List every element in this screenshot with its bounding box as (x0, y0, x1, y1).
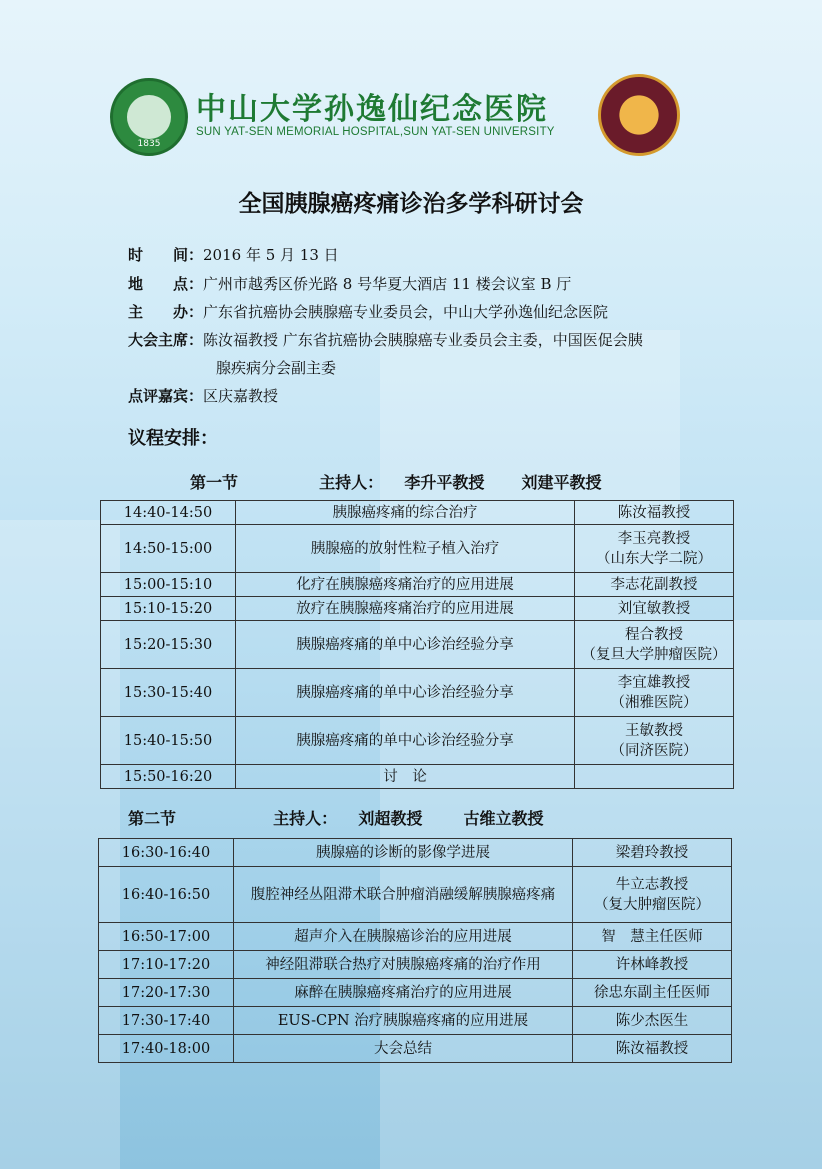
session-speaker-cell (573, 951, 732, 979)
hospital-name-cn: 中山大学孙逸仙纪念医院 (196, 92, 548, 127)
session-speaker-cell (575, 717, 734, 765)
table-row (99, 1035, 732, 1063)
session-speaker-cell (575, 669, 734, 717)
session-speaker-cell (573, 839, 732, 867)
table-row (101, 765, 734, 789)
session-time: 15:10-15:20 (101, 597, 236, 621)
info-guest (128, 385, 278, 407)
session-time: 16:30-16:40 (99, 839, 234, 867)
session-speaker: 陈汝福教授 (615, 1040, 689, 1057)
section2-host-label: 主持人： (273, 809, 338, 828)
chair-value-cont: 腺疾病分会副主委 (216, 359, 337, 377)
session-topic: 麻醉在胰腺癌疼痛治疗的应用进展 (234, 979, 573, 1007)
section2-table (98, 838, 732, 1063)
session-speaker: 智 慧主任医师 (601, 928, 703, 945)
hospital-name-en: SUN YAT-SEN MEMORIAL HOSPITAL,SUN YAT-SEN UNIVERSITY (196, 126, 555, 138)
session-topic: 超声介入在胰腺癌诊治的应用进展 (234, 923, 573, 951)
session-time: 15:20-15:30 (101, 621, 236, 669)
session-time: 17:30-17:40 (99, 1007, 234, 1035)
place-value: 广州市越秀区侨光路 8 号华夏大酒店 11 楼会议室 B 厅 (203, 275, 572, 293)
session-time: 14:50-15:00 (101, 525, 236, 573)
section1-host2: 刘建平教授 (521, 473, 602, 492)
speaker-institution: （山东大学二院） (596, 550, 712, 567)
session-speaker-cell (573, 1007, 732, 1035)
session-speaker-cell (575, 501, 734, 525)
session-topic: 放疗在胰腺癌疼痛治疗的应用进展 (236, 597, 575, 621)
session-speaker: 程合教授 (625, 626, 683, 643)
session-topic: 神经阻滞联合热疗对胰腺癌疼痛的治疗作用 (234, 951, 573, 979)
table-row (101, 573, 734, 597)
section2-label: 第二节 (128, 809, 177, 828)
info-place (128, 273, 571, 295)
session-speaker: 刘宜敏教授 (617, 600, 691, 617)
session-speaker: 牛立志教授 (615, 876, 689, 893)
table-row (99, 951, 732, 979)
session-time: 15:30-15:40 (101, 669, 236, 717)
table-row (99, 979, 732, 1007)
speaker-institution: （同济医院） (610, 742, 698, 759)
session-topic: 胰腺癌的诊断的影像学进展 (234, 839, 573, 867)
seal-year: 1835 (137, 139, 161, 149)
section1-host1: 李升平教授 (404, 473, 485, 492)
table-row (101, 717, 734, 765)
session-topic: 胰腺癌疼痛的单中心诊治经验分享 (236, 621, 575, 669)
session-time: 16:50-17:00 (99, 923, 234, 951)
speaker-institution: （湘雅医院） (610, 694, 698, 711)
session-topic: 大会总结 (234, 1035, 573, 1063)
session-speaker: 陈少杰医生 (615, 1012, 689, 1029)
session-speaker: 许林峰教授 (615, 956, 689, 973)
section1-table (100, 500, 734, 789)
section1-host-label: 主持人： (319, 473, 384, 492)
session-speaker: 梁碧玲教授 (615, 844, 689, 861)
session-speaker: 李志花副教授 (610, 576, 698, 593)
hospital-header (110, 78, 670, 158)
table-row (99, 1007, 732, 1035)
host-value: 广东省抗癌协会胰腺癌专业委员会，中山大学孙逸仙纪念医院 (203, 303, 609, 321)
session-speaker-cell (575, 573, 734, 597)
session-time: 15:00-15:10 (101, 573, 236, 597)
session-time: 15:40-15:50 (101, 717, 236, 765)
session-speaker-cell (573, 923, 732, 951)
hospital-seal-logo (110, 78, 188, 156)
session-time: 16:40-16:50 (99, 867, 234, 923)
section2-host2: 古维立教授 (463, 809, 544, 828)
session-time: 14:40-14:50 (101, 501, 236, 525)
section1-label: 第一节 (190, 473, 239, 492)
table-row (99, 867, 732, 923)
section2-heading (128, 806, 544, 829)
pancreatic-surgery-center-badge-logo (598, 74, 680, 156)
info-host (128, 301, 608, 323)
table-row (99, 839, 732, 867)
speaker-institution: （复大肿瘤医院） (594, 896, 710, 913)
session-speaker-cell (573, 1035, 732, 1063)
session-topic: 胰腺癌疼痛的单中心诊治经验分享 (236, 669, 575, 717)
session-topic: 胰腺癌的放射性粒子植入治疗 (236, 525, 575, 573)
session-speaker: 陈汝福教授 (617, 504, 691, 521)
session-topic: 胰腺癌疼痛的单中心诊治经验分享 (236, 717, 575, 765)
session-time: 17:10-17:20 (99, 951, 234, 979)
session-time: 17:20-17:30 (99, 979, 234, 1007)
table-row (101, 501, 734, 525)
session-speaker: 王敏教授 (625, 722, 683, 739)
table-row (101, 669, 734, 717)
page-title: 全国胰腺癌疼痛诊治多学科研讨会 (238, 190, 584, 217)
speaker-institution: （复旦大学肿瘤医院） (581, 646, 727, 663)
table-row (101, 621, 734, 669)
info-chair-cont (216, 357, 336, 379)
time-label: 时 间： (128, 246, 204, 264)
place-label: 地 点： (128, 275, 204, 293)
session-speaker-cell (575, 525, 734, 573)
agenda-title: 议程安排： (128, 428, 218, 449)
info-chair (128, 329, 643, 351)
info-time (128, 244, 339, 266)
table-row (99, 923, 732, 951)
founder-portrait-icon (127, 95, 171, 139)
section2-host1: 刘超教授 (358, 809, 423, 828)
session-topic: EUS-CPN 治疗胰腺癌疼痛的应用进展 (234, 1007, 573, 1035)
section1-heading (190, 470, 602, 493)
chair-value: 陈汝福教授 广东省抗癌协会胰腺癌专业委员会主委，中国医促会胰 (203, 331, 643, 349)
session-speaker: 徐忠东副主任医师 (594, 984, 710, 1001)
table-row (101, 525, 734, 573)
host-label: 主 办： (128, 303, 204, 321)
session-speaker-cell (575, 597, 734, 621)
session-speaker-cell (575, 765, 734, 789)
session-speaker-cell (573, 867, 732, 923)
chair-label: 大会主席： (128, 331, 204, 349)
session-time: 17:40-18:00 (99, 1035, 234, 1063)
session-topic: 胰腺癌疼痛的综合治疗 (236, 501, 575, 525)
table-row (101, 597, 734, 621)
session-topic: 化疗在胰腺癌疼痛治疗的应用进展 (236, 573, 575, 597)
session-topic: 讨 论 (236, 765, 575, 789)
session-speaker-cell (575, 621, 734, 669)
guest-value: 区庆嘉教授 (203, 387, 279, 405)
session-time: 15:50-16:20 (101, 765, 236, 789)
time-value: 2016 年 5 月 13 日 (203, 246, 339, 264)
session-speaker-cell (573, 979, 732, 1007)
session-speaker: 李玉亮教授 (617, 530, 691, 547)
session-speaker: 李宜雄教授 (617, 674, 691, 691)
guest-label: 点评嘉宾： (128, 387, 204, 405)
session-topic: 腹腔神经丛阻滞术联合肿瘤消融缓解胰腺癌疼痛 (234, 867, 573, 923)
